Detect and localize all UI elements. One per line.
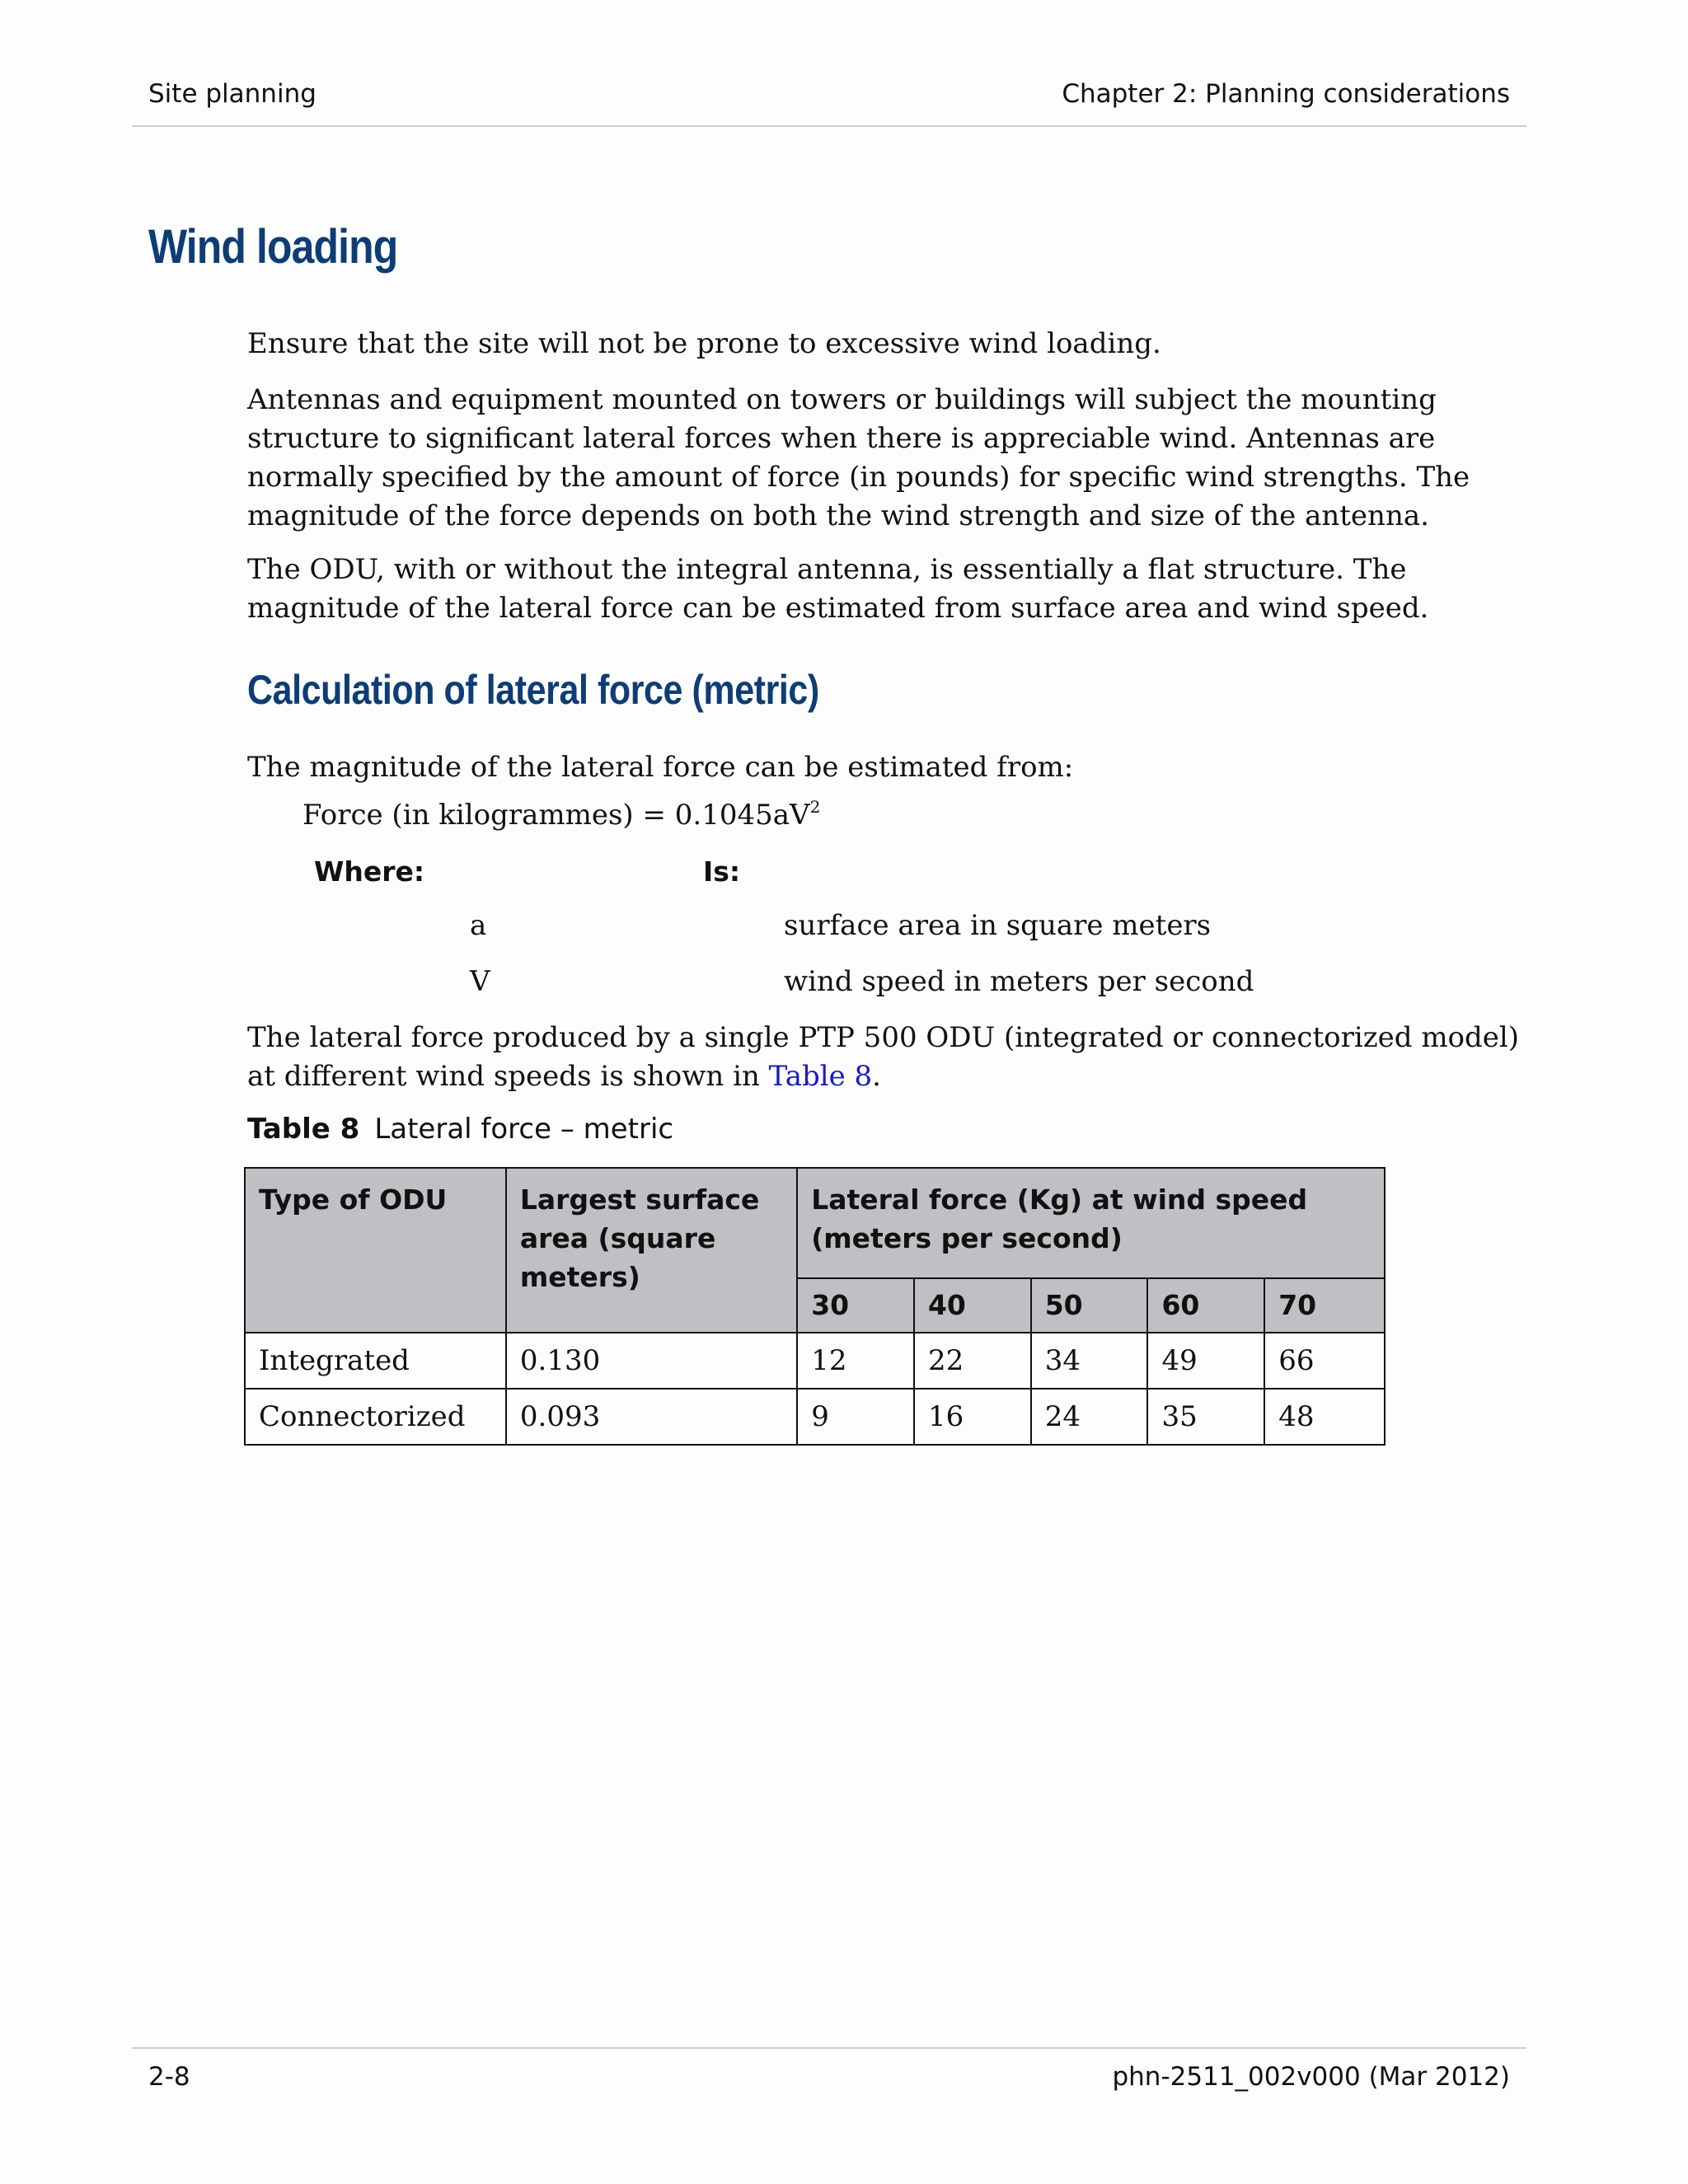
where-label: Where: <box>314 855 425 888</box>
header-section: Site planning <box>148 79 316 109</box>
intro-paragraph-2: Antennas and equipment mounted on towers or buildings will subject the mounting structure to significant lateral forces when there is appreciable wind. Antennas are normally specified by the amount of force (in pounds) for specific wind strengths. The magnitude of the force depends on both the wind strength and size of the antenna. <box>247 383 1470 532</box>
force-cell: 66 <box>1264 1333 1385 1389</box>
force-cell: 49 <box>1147 1333 1264 1389</box>
formula-exponent: 2 <box>809 797 821 817</box>
table-8-link[interactable]: Table 8 <box>768 1060 873 1093</box>
variable-meaning: surface area in square meters <box>784 909 1212 942</box>
table-row <box>245 1389 1385 1445</box>
document-id: phn-2511_002v000 (Mar 2012) <box>1112 2062 1510 2092</box>
table-caption <box>247 1113 673 1146</box>
speed-header: 40 <box>914 1278 1031 1333</box>
speed-header: 70 <box>1264 1278 1385 1333</box>
is-label: Is: <box>703 855 741 888</box>
page-footer <box>132 2047 1526 2107</box>
force-cell: 24 <box>1031 1389 1148 1445</box>
force-cell: 16 <box>914 1389 1031 1445</box>
lateral-force-table <box>244 1167 1386 1446</box>
formula <box>302 796 820 835</box>
table-reference-text: The lateral force produced by a single PTP 500 ODU (integrated or connectorized model) at different wind speeds is shown in <box>247 1021 1520 1093</box>
column-header-force: Lateral force (Kg) at wind speed (meters per second) <box>797 1168 1385 1278</box>
table-title: Lateral force – metric <box>374 1113 674 1146</box>
table-reference-period: . <box>872 1060 881 1093</box>
force-cell: 35 <box>1147 1389 1264 1445</box>
page-number: 2-8 <box>148 2062 190 2092</box>
estimate-text: The magnitude of the lateral force can be estimated from: <box>247 751 1074 784</box>
column-header-type: Type of ODU <box>245 1168 506 1333</box>
header-chapter: Chapter 2: Planning considerations <box>1062 79 1510 109</box>
odu-type-cell: Connectorized <box>245 1389 506 1445</box>
force-cell: 48 <box>1264 1389 1385 1445</box>
section-heading: Calculation of lateral force (metric) <box>247 667 819 713</box>
surface-area-cell: 0.093 <box>506 1389 797 1445</box>
variable-meaning: wind speed in meters per second <box>784 965 1254 998</box>
column-header-area: Largest surface area (square meters) <box>506 1168 797 1333</box>
table-row <box>245 1333 1385 1389</box>
surface-area-cell: 0.130 <box>506 1333 797 1389</box>
variable-symbol: V <box>470 965 490 998</box>
speed-header: 50 <box>1031 1278 1148 1333</box>
page-title: Wind loading <box>148 220 398 274</box>
speed-header: 30 <box>797 1278 914 1333</box>
odu-type-cell: Integrated <box>245 1333 506 1389</box>
speed-header: 60 <box>1147 1278 1264 1333</box>
table-reference-paragraph <box>247 1019 1541 1096</box>
table-number: Table 8 <box>247 1113 360 1146</box>
intro-paragraph-3: The ODU, with or without the integral antenna, is essentially a flat structure. The magnitude of the lateral force can be estimated from surface area and wind speed. <box>247 553 1429 625</box>
force-cell: 9 <box>797 1389 914 1445</box>
force-cell: 34 <box>1031 1333 1148 1389</box>
formula-text: Force (in kilogrammes) = 0.1045aV <box>302 799 810 832</box>
variable-symbol: a <box>470 909 487 942</box>
force-cell: 12 <box>797 1333 914 1389</box>
force-cell: 22 <box>914 1333 1031 1389</box>
intro-paragraph-1: Ensure that the site will not be prone to excessive wind loading. <box>247 327 1161 360</box>
page-header <box>132 76 1526 127</box>
table-header-row <box>245 1168 1385 1278</box>
